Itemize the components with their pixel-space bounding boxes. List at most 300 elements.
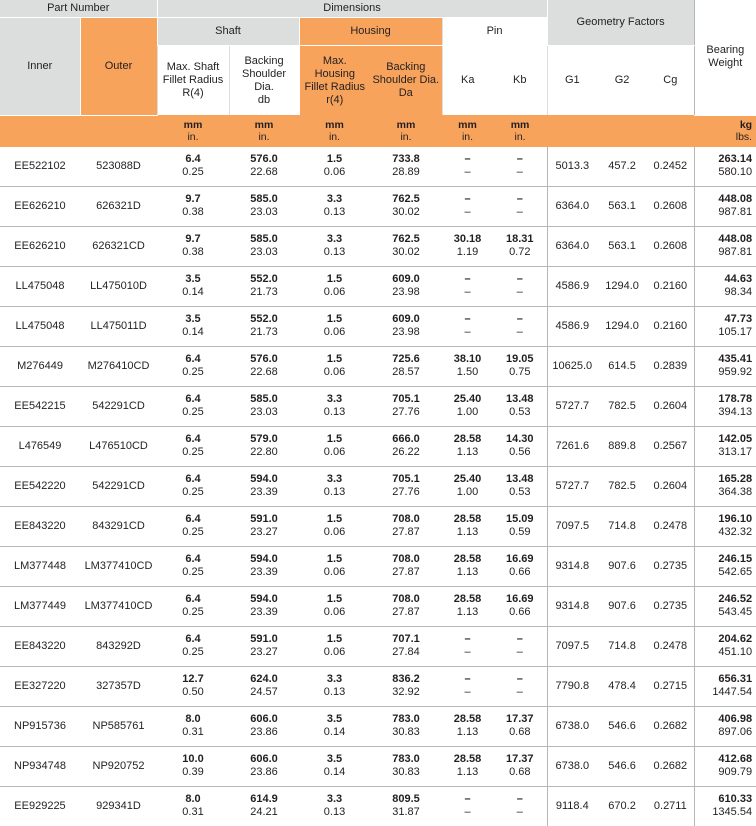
value-mm: 725.6 xyxy=(392,353,420,365)
value-mm: 705.1 xyxy=(392,473,420,485)
value-in: 0.53 xyxy=(509,406,531,418)
cell-max-shaft-fillet xyxy=(157,386,229,426)
cell-kb xyxy=(493,386,547,426)
value-mm: 594.0 xyxy=(250,553,278,565)
cell-g1: 4586.9 xyxy=(547,306,597,346)
value-mm: 594.0 xyxy=(250,593,278,605)
unit-cell: mm in. xyxy=(157,115,229,147)
cell-inner: EE327220 xyxy=(0,666,80,706)
value-mm: 15.09 xyxy=(506,513,534,525)
value-mm: 3.5 xyxy=(185,273,201,285)
cell-ka xyxy=(442,546,493,586)
value-mm: – xyxy=(516,153,523,165)
cell-kb xyxy=(493,466,547,506)
header-outer: Outer xyxy=(80,18,157,116)
value-mm: 585.0 xyxy=(250,233,278,245)
cell-g2: 563.1 xyxy=(597,226,647,266)
value-in: 1.13 xyxy=(456,766,479,778)
value-in: 0.13 xyxy=(323,686,346,698)
value-mm: 624.0 xyxy=(250,673,278,685)
value-mm: 1.5 xyxy=(326,553,343,565)
cell-weight xyxy=(694,506,756,546)
value-mm: 552.0 xyxy=(250,273,278,285)
value-mm: 17.37 xyxy=(506,753,534,765)
cell-g2: 614.5 xyxy=(597,346,647,386)
cell-ka xyxy=(442,786,493,826)
value-mm: 1.5 xyxy=(326,633,343,645)
cell-max-housing-fillet xyxy=(299,386,370,426)
cell-ka xyxy=(442,147,493,187)
value-mm: – xyxy=(464,793,471,805)
cell-g2: 563.1 xyxy=(597,186,647,226)
cell-max-shaft-fillet xyxy=(157,506,229,546)
value-lbs: 313.17 xyxy=(718,446,753,458)
value-in: 1.13 xyxy=(456,526,479,538)
cell-outer: LM377410CD xyxy=(80,586,157,626)
cell-outer: 523088D xyxy=(96,159,141,172)
cell-weight xyxy=(694,346,756,386)
value-kg: 178.78 xyxy=(718,393,753,405)
cell-max-shaft-fillet xyxy=(157,626,229,666)
value-in: 1.13 xyxy=(456,606,479,618)
cell-max-shaft-fillet xyxy=(157,706,229,746)
cell-backing-shoulder-shaft xyxy=(229,386,299,426)
value-in: 0.53 xyxy=(509,486,531,498)
value-mm: 19.05 xyxy=(506,353,534,365)
value-mm: 16.69 xyxy=(506,593,534,605)
cell-g2: 907.6 xyxy=(597,546,647,586)
value-in: – xyxy=(516,206,523,218)
cell-backing-shoulder-shaft xyxy=(229,706,299,746)
cell-inner: M276449 xyxy=(0,346,80,386)
cell-inner: EE843220 xyxy=(0,506,80,546)
cell-inner: LL475048 xyxy=(0,266,80,306)
cell-ka xyxy=(442,306,493,346)
unit-cell: mm in. xyxy=(370,115,442,147)
value-mm: – xyxy=(464,153,471,165)
value-mm: 28.58 xyxy=(453,513,482,525)
value-lbs: 394.13 xyxy=(718,406,753,418)
unit-cell: mm in. xyxy=(493,115,547,147)
value-in: 27.87 xyxy=(392,566,420,578)
cell-max-housing-fillet xyxy=(299,186,370,226)
cell-weight xyxy=(694,226,756,266)
header-max-shaft-fillet xyxy=(157,46,229,116)
value-mm: 1.5 xyxy=(326,313,343,325)
cell-inner: EE626210 xyxy=(0,186,80,226)
header-backing-shoulder-shaft-symbol: db xyxy=(257,93,271,106)
cell-max-shaft-fillet xyxy=(157,546,229,586)
cell-outer: NP585761 xyxy=(80,706,157,746)
value-in: – xyxy=(464,686,471,698)
value-in: 0.25 xyxy=(182,366,204,378)
value-in: 0.25 xyxy=(182,446,204,458)
value-in: 1.50 xyxy=(456,366,479,378)
value-in: – xyxy=(516,326,523,338)
value-in: – xyxy=(516,646,523,658)
header-g1: G1 xyxy=(547,46,597,116)
cell-kb xyxy=(493,306,547,346)
table-row xyxy=(0,386,756,426)
cell-backing-shoulder-housing xyxy=(370,706,442,746)
cell-kb xyxy=(493,706,547,746)
value-mm: 666.0 xyxy=(392,433,420,445)
cell-max-housing-fillet xyxy=(299,786,370,826)
cell-max-housing-fillet xyxy=(299,306,370,346)
value-in: 0.68 xyxy=(509,726,531,738)
header-g2: G2 xyxy=(597,46,647,116)
value-in: 27.87 xyxy=(392,606,420,618)
value-in: 0.13 xyxy=(323,406,346,418)
cell-backing-shoulder-housing xyxy=(370,506,442,546)
value-mm: 25.40 xyxy=(453,393,482,405)
value-mm: 6.4 xyxy=(185,553,201,565)
value-mm: 30.18 xyxy=(453,233,482,245)
cell-inner: NP934748 xyxy=(0,746,80,786)
cell-outer: 929341D xyxy=(80,786,157,826)
value-in: 22.68 xyxy=(250,166,278,178)
value-lbs: 98.34 xyxy=(724,286,753,298)
value-mm: 836.2 xyxy=(392,673,420,685)
value-in: 30.02 xyxy=(392,206,420,218)
value-mm: 606.0 xyxy=(250,753,278,765)
value-in: 22.68 xyxy=(250,366,278,378)
value-in: 23.03 xyxy=(250,406,278,418)
value-lbs: 364.38 xyxy=(718,486,753,498)
table-row xyxy=(0,226,756,266)
value-in: 1.00 xyxy=(456,406,479,418)
cell-outer: 626321D xyxy=(80,186,157,226)
value-in: 0.25 xyxy=(182,406,204,418)
value-lbs: 1447.54 xyxy=(712,686,753,698)
value-mm: 28.58 xyxy=(453,593,482,605)
value-in: 28.57 xyxy=(392,366,420,378)
value-in: – xyxy=(516,286,523,298)
cell-cg: 0.2608 xyxy=(647,186,694,226)
value-in: 0.56 xyxy=(509,446,531,458)
value-mm: 1.5 xyxy=(326,433,343,445)
cell-g1: 6364.0 xyxy=(547,186,597,226)
cell-cg: 0.2608 xyxy=(647,226,694,266)
cell-g2: 457.2 xyxy=(608,159,636,172)
cell-max-housing-fillet xyxy=(299,706,370,746)
cell-cg: 0.2160 xyxy=(647,306,694,346)
value-mm: 28.58 xyxy=(453,753,482,765)
cell-max-housing-fillet xyxy=(299,626,370,666)
table-row xyxy=(0,746,756,786)
value-kg: 656.31 xyxy=(718,673,753,685)
cell-backing-shoulder-housing xyxy=(370,186,442,226)
value-in: 30.83 xyxy=(392,726,420,738)
cell-max-housing-fillet xyxy=(299,506,370,546)
value-mm: 28.58 xyxy=(453,553,482,565)
value-in: – xyxy=(516,806,523,818)
value-in: 21.73 xyxy=(250,326,278,338)
value-mm: 609.0 xyxy=(392,313,420,325)
value-mm: 9.7 xyxy=(185,233,201,245)
cell-g2: 546.6 xyxy=(597,746,647,786)
value-mm: 3.5 xyxy=(326,753,343,765)
table-row xyxy=(0,506,756,546)
cell-kb xyxy=(493,666,547,706)
value-mm: – xyxy=(464,273,471,285)
cell-max-shaft-fillet xyxy=(157,266,229,306)
header-kb: Kb xyxy=(493,46,547,116)
value-in: 0.06 xyxy=(323,526,346,538)
value-in: 23.27 xyxy=(250,526,278,538)
cell-cg: 0.2711 xyxy=(647,786,694,826)
table-header xyxy=(0,0,756,147)
cell-g1: 7097.5 xyxy=(547,506,597,546)
value-mm: 18.31 xyxy=(506,233,534,245)
value-mm: 28.58 xyxy=(453,433,482,445)
cell-backing-shoulder-shaft xyxy=(229,266,299,306)
value-in: 0.25 xyxy=(182,646,204,658)
cell-backing-shoulder-shaft xyxy=(229,466,299,506)
cell-inner: EE522102 xyxy=(14,159,66,172)
cell-g2: 714.8 xyxy=(597,626,647,666)
cell-cg: 0.2478 xyxy=(647,506,694,546)
value-kg: 435.41 xyxy=(718,353,753,365)
value-mm: 3.3 xyxy=(326,673,343,685)
cell-backing-shoulder-shaft xyxy=(229,586,299,626)
value-in: 0.38 xyxy=(182,246,204,258)
value-in: 32.92 xyxy=(392,686,420,698)
value-kg: 448.08 xyxy=(718,193,753,205)
value-in: 0.13 xyxy=(323,806,346,818)
cell-backing-shoulder-housing xyxy=(370,586,442,626)
cell-cg: 0.2604 xyxy=(647,466,694,506)
value-mm: 1.5 xyxy=(326,153,343,165)
value-mm: 576.0 xyxy=(250,153,278,165)
value-mm: 552.0 xyxy=(250,313,278,325)
value-in: 0.25 xyxy=(182,166,204,178)
value-mm: 733.8 xyxy=(392,153,420,165)
cell-outer: M276410CD xyxy=(80,346,157,386)
value-mm: 8.0 xyxy=(185,793,201,805)
cell-outer: 843292D xyxy=(80,626,157,666)
value-in: 0.13 xyxy=(323,246,346,258)
value-kg: 448.08 xyxy=(718,233,753,245)
value-lbs: 451.10 xyxy=(718,646,753,658)
cell-cg: 0.2735 xyxy=(647,586,694,626)
header-ka: Ka xyxy=(442,46,493,116)
cell-weight xyxy=(694,666,756,706)
value-mm: 609.0 xyxy=(392,273,420,285)
value-in: 23.03 xyxy=(250,246,278,258)
cell-backing-shoulder-housing xyxy=(370,546,442,586)
value-lbs: 543.45 xyxy=(718,606,753,618)
cell-g1: 4586.9 xyxy=(547,266,597,306)
value-lbs: 1345.54 xyxy=(712,806,753,818)
value-in: 23.98 xyxy=(392,286,420,298)
value-kg: 610.33 xyxy=(718,793,753,805)
value-in: – xyxy=(516,686,523,698)
cell-weight xyxy=(694,546,756,586)
cell-max-housing-fillet xyxy=(299,226,370,266)
cell-max-housing-fillet xyxy=(299,746,370,786)
cell-g2: 1294.0 xyxy=(597,266,647,306)
value-in: 0.25 xyxy=(182,526,204,538)
cell-weight xyxy=(694,466,756,506)
cell-g2: 907.6 xyxy=(597,586,647,626)
cell-kb xyxy=(493,147,547,187)
header-geometry-factors: Geometry Factors xyxy=(547,0,694,46)
cell-g2: 478.4 xyxy=(597,666,647,706)
value-mm: 3.3 xyxy=(326,793,343,805)
value-lbs: 580.10 xyxy=(718,166,753,178)
cell-ka xyxy=(442,386,493,426)
cell-ka xyxy=(442,586,493,626)
header-max-housing-fillet xyxy=(299,46,370,116)
value-in: 23.03 xyxy=(250,206,278,218)
value-lbs: 105.17 xyxy=(718,326,753,338)
value-lbs: 909.79 xyxy=(718,766,753,778)
header-dimensions: Dimensions xyxy=(157,0,547,18)
cell-inner: EE626210 xyxy=(0,226,80,266)
cell-ka xyxy=(442,266,493,306)
unit-cell-weight: kg lbs. xyxy=(694,115,756,147)
cell-outer: NP920752 xyxy=(80,746,157,786)
cell-max-shaft-fillet xyxy=(157,466,229,506)
value-mm: 6.4 xyxy=(185,633,201,645)
cell-inner: L476549 xyxy=(0,426,80,466)
value-in: 0.06 xyxy=(323,286,346,298)
cell-max-housing-fillet xyxy=(299,586,370,626)
value-mm: 13.48 xyxy=(506,473,534,485)
cell-kb xyxy=(493,346,547,386)
cell-weight xyxy=(694,626,756,666)
value-mm: 708.0 xyxy=(392,553,420,565)
value-in: 23.86 xyxy=(250,726,278,738)
cell-kb xyxy=(493,266,547,306)
value-mm: 762.5 xyxy=(392,233,420,245)
cell-kb xyxy=(493,506,547,546)
cell-cg: 0.2452 xyxy=(653,159,688,172)
value-mm: 6.4 xyxy=(185,393,201,405)
cell-g1: 6738.0 xyxy=(547,706,597,746)
value-mm: 576.0 xyxy=(250,353,278,365)
value-in: 0.06 xyxy=(323,326,346,338)
value-mm: 6.4 xyxy=(185,593,201,605)
value-kg: 142.05 xyxy=(718,433,753,445)
value-kg: 47.73 xyxy=(724,313,753,325)
value-in: 0.31 xyxy=(182,806,204,818)
value-kg: 196.10 xyxy=(718,513,753,525)
cell-cg: 0.2604 xyxy=(647,386,694,426)
table-row xyxy=(0,426,756,466)
value-mm: – xyxy=(464,313,471,325)
cell-backing-shoulder-housing xyxy=(370,466,442,506)
cell-ka xyxy=(442,466,493,506)
cell-max-housing-fillet xyxy=(299,546,370,586)
cell-weight xyxy=(694,706,756,746)
value-in: 1.19 xyxy=(456,246,479,258)
value-in: 24.21 xyxy=(250,806,278,818)
table-row xyxy=(0,786,756,826)
cell-cg: 0.2839 xyxy=(647,346,694,386)
value-mm: 579.0 xyxy=(250,433,278,445)
value-mm: 6.4 xyxy=(185,153,201,165)
cell-inner: EE542220 xyxy=(0,466,80,506)
cell-ka xyxy=(442,186,493,226)
cell-backing-shoulder-housing xyxy=(370,666,442,706)
value-kg: 412.68 xyxy=(718,753,753,765)
value-mm: 705.1 xyxy=(392,393,420,405)
value-in: 0.31 xyxy=(182,726,204,738)
value-mm: – xyxy=(464,193,471,205)
cell-g1: 5727.7 xyxy=(547,386,597,426)
value-in: 31.87 xyxy=(392,806,420,818)
value-mm: 708.0 xyxy=(392,593,420,605)
value-in: 21.73 xyxy=(250,286,278,298)
value-in: 0.25 xyxy=(182,486,204,498)
value-in: 26.22 xyxy=(392,446,420,458)
value-in: 0.66 xyxy=(509,606,531,618)
value-in: 0.14 xyxy=(182,286,204,298)
cell-g1: 6738.0 xyxy=(547,746,597,786)
cell-kb xyxy=(493,786,547,826)
value-kg: 246.52 xyxy=(718,593,753,605)
value-mm: 809.5 xyxy=(392,793,420,805)
value-in: – xyxy=(516,166,523,178)
header-pin: Pin xyxy=(442,18,547,46)
value-kg: 246.15 xyxy=(718,553,753,565)
value-in: 1.13 xyxy=(456,446,479,458)
table-row xyxy=(0,466,756,506)
value-kg: 263.14 xyxy=(718,153,753,165)
value-in: 23.39 xyxy=(250,486,278,498)
cell-max-housing-fillet xyxy=(299,426,370,466)
cell-g1: 7790.8 xyxy=(547,666,597,706)
header-backing-shoulder-shaft-label: Backing Shoulder Dia. xyxy=(241,54,287,93)
value-in: 0.25 xyxy=(182,566,204,578)
value-in: 0.59 xyxy=(509,526,531,538)
value-in: 27.76 xyxy=(392,486,420,498)
cell-ka xyxy=(442,666,493,706)
cell-g2: 782.5 xyxy=(597,386,647,426)
cell-max-shaft-fillet xyxy=(157,186,229,226)
value-in: 1.13 xyxy=(456,566,479,578)
header-max-housing-fillet-label: Max. Housing Fillet Radius xyxy=(304,54,366,93)
value-mm: 17.37 xyxy=(506,713,534,725)
value-mm: 8.0 xyxy=(185,713,201,725)
header-max-housing-fillet-symbol: r(4) xyxy=(326,93,344,106)
value-in: 27.84 xyxy=(392,646,420,658)
value-mm: 614.9 xyxy=(250,793,278,805)
cell-backing-shoulder-housing xyxy=(370,626,442,666)
value-in: 0.14 xyxy=(323,726,346,738)
table-row xyxy=(0,186,756,226)
cell-cg: 0.2567 xyxy=(647,426,694,466)
header-housing: Housing xyxy=(299,18,442,46)
header-bearing-weight: Bearing Weight xyxy=(694,0,756,115)
cell-cg: 0.2478 xyxy=(647,626,694,666)
value-in: 0.06 xyxy=(323,366,346,378)
cell-backing-shoulder-housing xyxy=(370,346,442,386)
cell-backing-shoulder-shaft xyxy=(229,346,299,386)
cell-kb xyxy=(493,586,547,626)
cell-inner: LM377448 xyxy=(0,546,80,586)
cell-backing-shoulder-shaft xyxy=(229,226,299,266)
header-shaft: Shaft xyxy=(157,18,299,46)
cell-outer: L476510CD xyxy=(80,426,157,466)
value-in: 0.13 xyxy=(323,486,346,498)
value-mm: 1.5 xyxy=(326,353,343,365)
cell-outer: 843291CD xyxy=(80,506,157,546)
cell-g2: 1294.0 xyxy=(597,306,647,346)
value-mm: 707.1 xyxy=(392,633,420,645)
